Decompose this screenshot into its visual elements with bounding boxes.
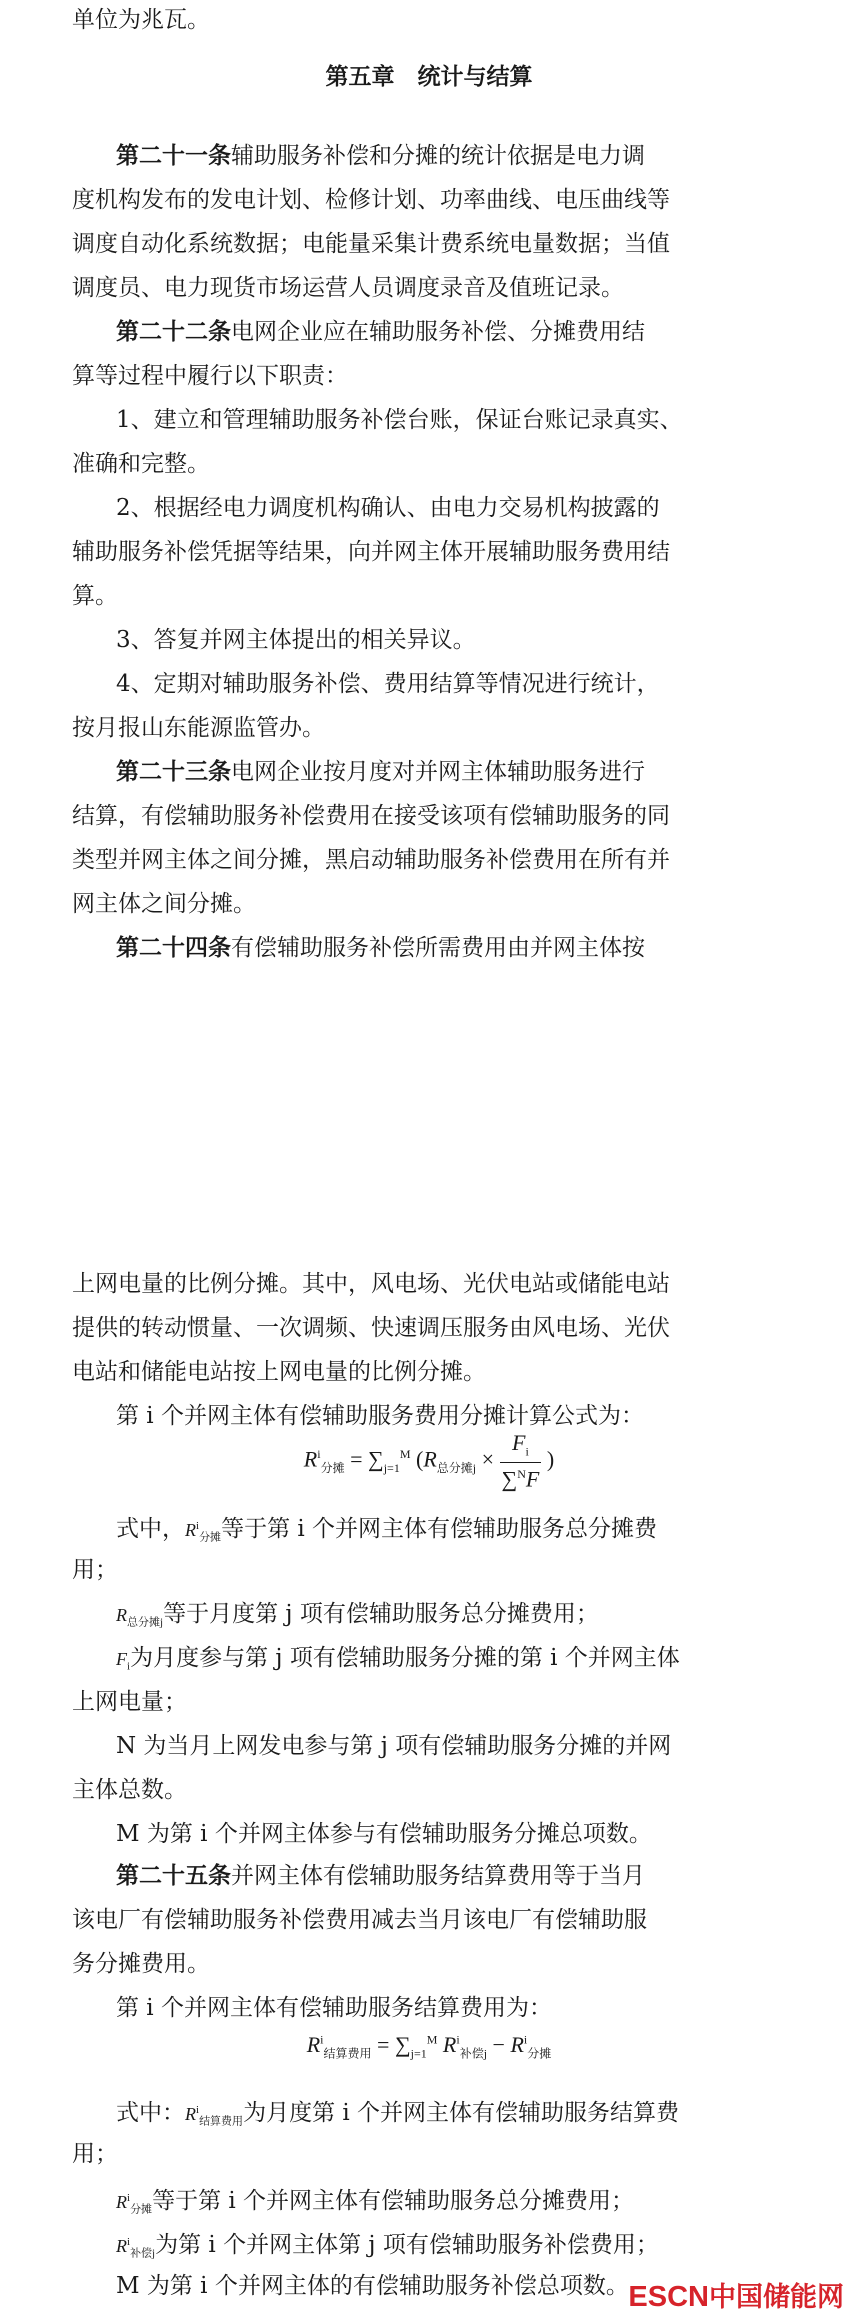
article-23-line-1: 第二十三条电网企业按月度对并网主体辅助服务进行 bbox=[116, 759, 645, 785]
article-22-item-4-line-1: 4、定期对辅助服务补偿、费用结算等情况进行统计， bbox=[116, 671, 660, 697]
escn-watermark-logo: ESCN中国储能网 bbox=[628, 2281, 844, 2313]
article-21-line-4: 调度员、电力现货市场运营人员调度录音及值班记录。 bbox=[72, 275, 624, 301]
article-21-line-1: 第二十一条辅助服务补偿和分摊的统计依据是电力调 bbox=[116, 143, 645, 169]
article-22-item-3: 3、答复并网主体提出的相关异议。 bbox=[116, 627, 476, 653]
article-24-label: 第二十四条 bbox=[116, 935, 231, 961]
article-24-line-1: 第二十四条有偿辅助服务补偿所需费用由并网主体按 bbox=[116, 935, 645, 961]
article-22-item-2-line-3: 算。 bbox=[72, 583, 118, 609]
article-24-def-4-line-1: N 为当月上网发电参与第 j 项有偿辅助服务分摊的并网 bbox=[116, 1733, 672, 1759]
article-25-label: 第二十五条 bbox=[116, 1863, 231, 1889]
article-25-line-1: 第二十五条并网主体有偿辅助服务结算费用等于当月 bbox=[116, 1863, 645, 1889]
article-23-line-4: 网主体之间分摊。 bbox=[72, 891, 256, 917]
article-24-line-2: 上网电量的比例分摊。其中，风电场、光伏电站或储能电站 bbox=[72, 1271, 670, 1297]
article-21-line-3: 调度自动化系统数据；电能量采集计费系统电量数据；当值 bbox=[72, 231, 670, 257]
article-22-label: 第二十二条 bbox=[116, 319, 231, 345]
article-23-line-3: 类型并网主体之间分摊，黑启动辅助服务补偿费用在所有并 bbox=[72, 847, 670, 873]
article-24-def-5: M 为第 i 个并网主体参与有偿辅助服务分摊总项数。 bbox=[116, 1821, 652, 1847]
article-23-label: 第二十三条 bbox=[116, 759, 231, 785]
article-24-line-3: 提供的转动惯量、一次调频、快速调压服务由风电场、光伏 bbox=[72, 1315, 670, 1341]
article-22-line-2: 算等过程中履行以下职责： bbox=[72, 363, 348, 389]
article-22-item-1-line-1: 1、建立和管理辅助服务补偿台账，保证台账记录真实、 bbox=[116, 407, 683, 433]
article-25-line-2: 该电厂有偿辅助服务补偿费用减去当月该电厂有偿辅助服 bbox=[72, 1907, 647, 1933]
article-22-line-1: 第二十二条电网企业应在辅助服务补偿、分摊费用结 bbox=[116, 319, 645, 345]
settlement-formula: $R^i_{结算费用} = \sum_{j=1}^M$ $R^i_{补偿j} - R^i_{分摊}$ bbox=[306, 2032, 552, 2061]
article-24-def-2: $R_{总分摊j}$等于月度第 j 项有偿辅助服务总分摊费用； bbox=[116, 1601, 599, 1629]
share-formula: $R^i_{分摊} = \sum_{j=1}^M$ ($R_{总分摊j} \times F_i$ ∑$^N$F ) bbox=[303, 1430, 555, 1492]
article-25-def-3: $R^i_{补偿j}$为第 i 个并网主体第 j 项有偿辅助服务补偿费用； bbox=[116, 2232, 659, 2260]
article-23-line-2: 结算，有偿辅助服务补偿费用在接受该项有偿辅助服务的同 bbox=[72, 803, 670, 829]
article-24-line-4: 电站和储能电站按上网电量的比例分摊。 bbox=[72, 1359, 486, 1385]
article-25-formula-intro: 第 i 个并网主体有偿辅助服务结算费用为： bbox=[116, 1995, 552, 2021]
article-25-def-1-line-1: 式中：$R^i_{结算费用}$为月度第 i 个并网主体有偿辅助服务结算费 bbox=[116, 2100, 680, 2128]
article-25-def-2: $R^i_{分摊}$等于第 i 个并网主体有偿辅助服务总分摊费用； bbox=[116, 2188, 635, 2216]
article-21-label: 第二十一条 bbox=[116, 143, 231, 169]
article-25-def-4: M 为第 i 个并网主体的有偿辅助服务补偿总项数。 bbox=[116, 2273, 629, 2299]
article-24-def-4-line-2: 主体总数。 bbox=[72, 1777, 187, 1803]
article-24-def-1-line-1: 式中，$R^i_{分摊}$等于第 i 个并网主体有偿辅助服务总分摊费 bbox=[116, 1516, 658, 1544]
article-22-item-2-line-1: 2、根据经电力调度机构确认、由电力交易机构披露的 bbox=[116, 495, 660, 521]
article-22-item-4-line-2: 按月报山东能源监管办。 bbox=[72, 715, 325, 741]
article-24-def-3-line-2: 上网电量； bbox=[72, 1689, 187, 1715]
article-21-line-2: 度机构发布的发电计划、检修计划、功率曲线、电压曲线等 bbox=[72, 187, 670, 213]
article-25-line-3: 务分摊费用。 bbox=[72, 1951, 210, 1977]
article-25-def-1-line-2: 用； bbox=[72, 2141, 118, 2167]
article-24-def-1-line-2: 用； bbox=[72, 1557, 118, 1583]
chapter-title: 第五章 统计与结算 bbox=[325, 64, 533, 90]
article-24-formula-intro: 第 i 个并网主体有偿辅助服务费用分摊计算公式为： bbox=[116, 1403, 644, 1429]
paragraph-fragment: 单位为兆瓦。 bbox=[72, 7, 210, 33]
article-22-item-2-line-2: 辅助服务补偿凭据等结果，向并网主体开展辅助服务费用结 bbox=[72, 539, 670, 565]
article-22-item-1-line-2: 准确和完整。 bbox=[72, 451, 210, 477]
article-24-def-3-line-1: $F_i$为月度参与第 j 项有偿辅助服务分摊的第 i 个并网主体 bbox=[116, 1645, 680, 1673]
